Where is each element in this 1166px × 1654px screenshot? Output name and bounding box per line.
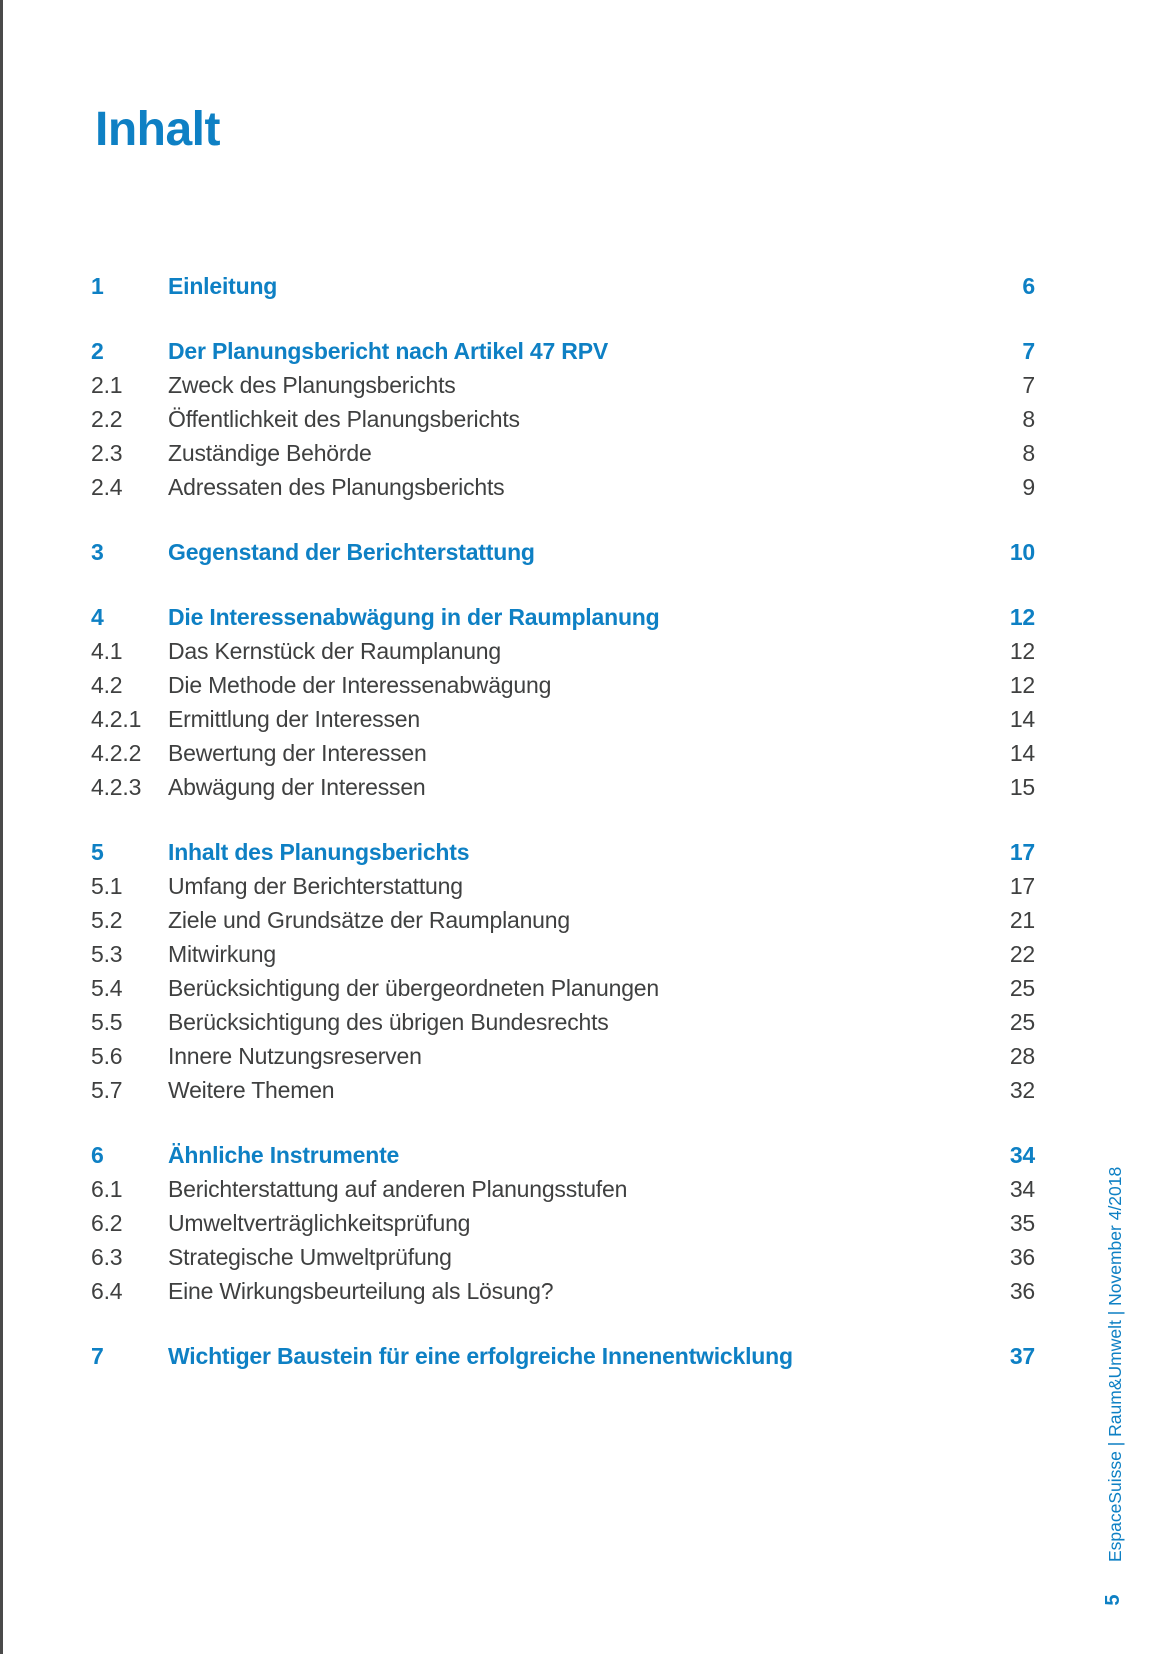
toc-entry-number: 6.4	[91, 1278, 123, 1304]
toc-entry-title: Innere Nutzungsreserven	[168, 1043, 422, 1069]
toc-entry-title: Strategische Umweltprüfung	[168, 1244, 452, 1270]
toc-entry-title: Berichterstattung auf anderen Planungsstufen	[168, 1176, 628, 1202]
toc-sub-row	[91, 1240, 1035, 1274]
toc-sub-row	[91, 869, 1035, 903]
toc-entry-number: 3	[91, 539, 104, 565]
toc-entry-page: 34	[1009, 1176, 1035, 1202]
toc-entry-title: Umfang der Berichterstattung	[168, 873, 463, 899]
journal-imprint: EspaceSuisse | Raum&Umwelt | November 4/2018	[1105, 1166, 1125, 1562]
toc-chapter-row	[91, 535, 1035, 569]
toc-entry-page: 10	[1009, 539, 1035, 565]
toc-sub-row	[91, 634, 1035, 668]
toc-entry-page: 12	[1009, 638, 1035, 664]
toc-entry-page: 15	[1009, 774, 1035, 800]
toc-entry-number: 6.2	[91, 1210, 123, 1236]
toc-entry-page: 36	[1009, 1278, 1035, 1304]
toc-entry-page: 22	[1009, 941, 1035, 967]
page-title: Inhalt	[95, 103, 220, 156]
toc-sub-row	[91, 971, 1035, 1005]
toc-entry-title: Berücksichtigung des übrigen Bundesrechts	[168, 1009, 609, 1035]
toc-entry-title: Abwägung der Interessen	[168, 774, 426, 800]
toc-chapter-row	[91, 334, 1035, 368]
toc-entry-page: 8	[1022, 440, 1035, 466]
toc-entry-title: Gegenstand der Berichterstattung	[168, 539, 535, 565]
toc-sub-row	[91, 702, 1035, 736]
toc-sub-row	[91, 668, 1035, 702]
toc-entry-title: Bewertung der Interessen	[168, 740, 427, 766]
toc-chapter-row	[91, 269, 1035, 303]
toc-entry-title: Ähnliche Instrumente	[168, 1142, 400, 1168]
toc-entry-page: 17	[1009, 839, 1035, 865]
toc-entry-page: 21	[1009, 907, 1035, 933]
toc-sub-row	[91, 1172, 1035, 1206]
toc-chapter-row	[91, 835, 1035, 869]
toc-sub-row	[91, 368, 1035, 402]
toc-entry-title: Adressaten des Planungsberichts	[168, 474, 505, 500]
toc-entry-number: 1	[91, 273, 104, 299]
toc-entry-title: Ermittlung der Interessen	[168, 706, 420, 732]
toc-section-gap	[91, 504, 1035, 535]
toc-entry-number: 5.3	[91, 941, 123, 967]
toc-entry-number: 2.1	[91, 372, 123, 398]
toc-entry-page: 6	[1022, 273, 1035, 299]
toc-entry-title: Zuständige Behörde	[168, 440, 372, 466]
toc-entry-title: Einleitung	[168, 273, 278, 299]
toc-entry-number: 5.7	[91, 1077, 123, 1103]
toc-entry-page: 25	[1009, 975, 1035, 1001]
toc-entry-page: 28	[1009, 1043, 1035, 1069]
toc-entry-number: 2.2	[91, 406, 123, 432]
toc-entry-title: Wichtiger Baustein für eine erfolgreiche Innenentwicklung	[168, 1343, 793, 1369]
toc-entry-number: 4	[91, 604, 104, 630]
toc-entry-page: 12	[1009, 672, 1035, 698]
toc-entry-title: Umweltverträglichkeitsprüfung	[168, 1210, 471, 1236]
toc-entry-page: 7	[1022, 372, 1035, 398]
toc-entry-number: 5.6	[91, 1043, 123, 1069]
toc-entry-title: Berücksichtigung der übergeordneten Planungen	[168, 975, 659, 1001]
toc-entry-number: 7	[91, 1343, 104, 1369]
toc-entry-title: Das Kernstück der Raumplanung	[168, 638, 501, 664]
toc-entry-title: Zweck des Planungsberichts	[168, 372, 456, 398]
toc-entry-title: Inhalt des Planungsberichts	[168, 839, 470, 865]
toc-entry-number: 4.1	[91, 638, 123, 664]
toc-entry-page: 34	[1009, 1142, 1035, 1168]
toc-entry-page: 35	[1009, 1210, 1035, 1236]
toc	[91, 269, 1035, 1373]
toc-section-gap	[91, 303, 1035, 334]
toc-entry-title: Ziele und Grundsätze der Raumplanung	[168, 907, 570, 933]
toc-entry-number: 6.3	[91, 1244, 123, 1270]
toc-entry-number: 4.2.3	[91, 774, 142, 800]
toc-sub-row	[91, 736, 1035, 770]
toc-sub-row	[91, 937, 1035, 971]
toc-entry-title: Weitere Themen	[168, 1077, 335, 1103]
toc-entry-number: 6	[91, 1142, 104, 1168]
toc-entry-number: 4.2	[91, 672, 123, 698]
toc-section-gap	[91, 1308, 1035, 1339]
toc-entry-number: 6.1	[91, 1176, 123, 1202]
toc-sub-row	[91, 1039, 1035, 1073]
toc-entry-page: 32	[1009, 1077, 1035, 1103]
toc-entry-number: 2.4	[91, 474, 123, 500]
toc-entry-title: Die Interessenabwägung in der Raumplanung	[168, 604, 660, 630]
toc-entry-number: 2	[91, 338, 104, 364]
toc-section-gap	[91, 1107, 1035, 1138]
toc-entry-page: 12	[1009, 604, 1035, 630]
toc-section-gap	[91, 804, 1035, 835]
toc-entry-title: Öffentlichkeit des Planungsberichts	[168, 406, 520, 432]
toc-entry-number: 5.4	[91, 975, 123, 1001]
toc-sub-row	[91, 436, 1035, 470]
toc-sub-row	[91, 1274, 1035, 1308]
page-number: 5	[1102, 1594, 1124, 1606]
toc-entry-title: Eine Wirkungsbeurteilung als Lösung?	[168, 1278, 554, 1304]
toc-entry-number: 4.2.2	[91, 740, 142, 766]
toc-entry-number: 5	[91, 839, 104, 865]
toc-entry-page: 25	[1009, 1009, 1035, 1035]
toc-sub-row	[91, 470, 1035, 504]
toc-entry-title: Die Methode der Interessenabwägung	[168, 672, 552, 698]
toc-entry-number: 4.2.1	[91, 706, 142, 732]
toc-entry-page: 8	[1022, 406, 1035, 432]
toc-entry-number: 2.3	[91, 440, 123, 466]
toc-entry-title: Mitwirkung	[168, 941, 276, 967]
toc-sub-row	[91, 770, 1035, 804]
toc-entry-page: 9	[1022, 474, 1035, 500]
toc-section-gap	[91, 569, 1035, 600]
toc-chapter-row	[91, 1138, 1035, 1172]
toc-entry-page: 14	[1009, 740, 1035, 766]
page-edge-line	[0, 0, 3, 1654]
toc-entry-page: 14	[1009, 706, 1035, 732]
toc-chapter-row	[91, 1339, 1035, 1373]
toc-entry-page: 7	[1022, 338, 1035, 364]
toc-entry-page: 37	[1009, 1343, 1035, 1369]
toc-entry-page: 17	[1009, 873, 1035, 899]
toc-sub-row	[91, 903, 1035, 937]
toc-entry-number: 5.1	[91, 873, 123, 899]
toc-entry-page: 36	[1009, 1244, 1035, 1270]
toc-sub-row	[91, 1206, 1035, 1240]
toc-sub-row	[91, 1073, 1035, 1107]
toc-chapter-row	[91, 600, 1035, 634]
toc-sub-row	[91, 402, 1035, 436]
toc-entry-title: Der Planungsbericht nach Artikel 47 RPV	[168, 338, 608, 364]
toc-entry-number: 5.5	[91, 1009, 123, 1035]
toc-entry-number: 5.2	[91, 907, 123, 933]
toc-sub-row	[91, 1005, 1035, 1039]
